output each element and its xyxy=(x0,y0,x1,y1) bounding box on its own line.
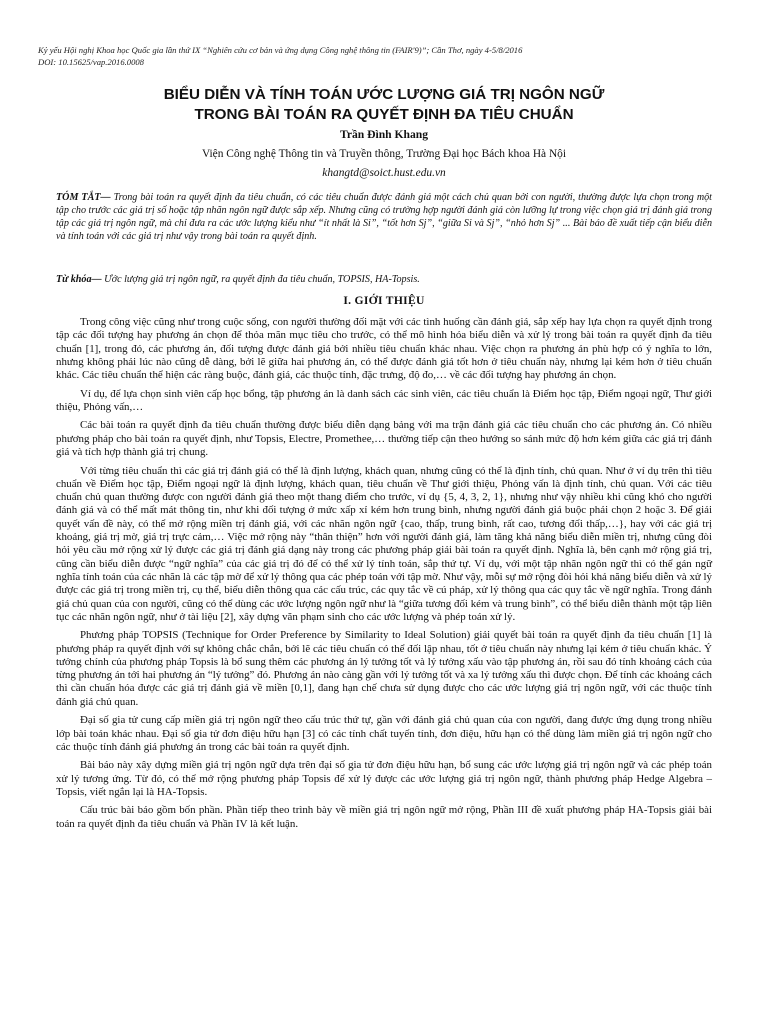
doi-line: DOI: 10.15625/vap.2016.0008 xyxy=(38,57,144,67)
paragraph: Với từng tiêu chuẩn thì các giá trị đánh giá có thể là định lượng, khách quan, nhưng cũng có thể là định tính, chủ quan. Như ở ví dụ trên thì tiêu chuẩn về Điểm học tập, Điểm ngoại ngữ là định lượng, khách quan, tiêu chuẩn về Thư giới thiệu, Phỏng vấn là định tính, chủ quan. Với các tiêu chuẩn chủ quan thường được con người đánh giá theo một thang điểm cho trước, ví dụ {5, 4, 3, 2, 1}, nhưng như vậy nhiều khi cũng khó cho người đánh giá và có thể mất mát thông tin, như khi đối tượng ở mức xấp xỉ kém hơn trung bình, nhưng người đánh giá buộc phải chọn 2 hoặc 3. Để giải quyết vấn đề này, có thể mở rộng miền trị đánh giá, với các nhãn ngôn ngữ {cao, thấp, trung bình, rất cao, tương đối thấp,…}, hay với các giá trị khoảng, giá trị mờ, giá trị trực cảm,… Việc mở rộng này “thân thiện” hơn với người đánh giá, làm tăng khả năng biểu diễn miền trị, nhưng cũng đòi hỏi yêu cầu mở rộng xử lý được các giá trị đánh giá dạng này trong các phương pháp giải bài toán ra quyết định. Nghĩa là, bên cạnh mở rộng giá trị, cũng cần biểu diễn được “ngữ nghĩa” của các giá trị đó để có thể xử lý tính toán, sắp thứ tự. Ví dụ, với một tập nhãn ngôn ngữ thì có thể gán ngữ nghĩa tính toán của các nhãn là các tập mờ để xử lý thông qua các phép toán với tập mờ. Như vậy, mỗi sự mở rộng đòi hỏi khả năng biểu diễn và xử lý được các giá trị trong miền trị, cụ thể, biểu diễn thông qua các cấu trúc, các quy tắc về cú pháp, xử lý thông qua các quy tắc về ngữ nghĩa. Trong đánh giá chủ quan của con người, cũng có thể dùng các ước lượng ngôn ngữ như là “giữa tương đối kém và trung bình”, có thể biểu diễn thành một tập liên tục các nhãn ngôn ngữ, như ở tài liệu [2], xây dựng văn phạm sinh cho các ước lượng và phép toán xử lý. xyxy=(56,464,712,623)
author-name: Trần Đình Khang xyxy=(339,128,429,141)
keywords xyxy=(56,273,712,286)
keywords-text: Ước lượng giá trị ngôn ngữ, ra quyết định đa tiêu chuẩn, TOPSIS, HA-Topsis. xyxy=(101,274,420,285)
paper-title xyxy=(60,85,708,125)
title-line-2: TRONG BÀI TOÁN RA QUYẾT ĐỊNH ĐA TIÊU CHUẨN xyxy=(194,106,574,123)
section-body xyxy=(56,316,712,836)
proceedings-header xyxy=(38,44,738,68)
paragraph: Trong công việc cũng như trong cuộc sống, con người thường đối mặt với các tình huống cần đánh giá, sắp xếp hay lựa chọn ra quyết định trong tập các đối tượng hay phương án chọn để thỏa mãn mục tiêu cho trước, có thể mô hình hóa biểu diễn và xử lý trong bài toán ra quyết định đa tiêu chuẩn [1], trong đó, các phương án, đối tượng được đánh giá bởi nhiều tiêu chuẩn khác nhau. Việc chọn ra phương án phù hợp có ý nghĩa to lớn, nhưng không phải lúc nào cũng dễ dàng, bởi lẽ giữa hai phương án, có thể được đánh giá tốt hơn ở tiêu chuẩn này, nhưng lại kém hơn ở tiêu chuẩn khác. Các tiêu chuẩn thể hiện các ràng buộc, đánh giá, các thuộc tính, đặc trưng, độ đo,… về các đối tượng hay phương án chọn. xyxy=(56,316,712,382)
paragraph: Đại số gia tử cung cấp miền giá trị ngôn ngữ theo cấu trúc thứ tự, gần với đánh giá chủ quan của con người, đang được ứng dụng trong nhiều lớp bài toán khác nhau. Đại số gia tử đơn điệu hữu hạn [3] có các tính chất tuyến tính, đơn điệu, hữu hạn có thể dùng làm miền giá trị ngôn ngữ cho các thuộc tính đánh giá phương án trong các bài toán ra quyết định. xyxy=(56,714,712,753)
abstract-text: Trong bài toán ra quyết định đa tiêu chuẩn, có các tiêu chuẩn được đánh giá một cách chủ quan bởi con người, thường được lựa chọn trong một tập cho trước các giá trị số hoặc tập nhãn ngôn ngữ được sắp xếp. Nhưng cũng có trường hợp người đánh giá còn lưỡng lự trong việc chọn giá trị đánh giá trong tập các giá trị ngôn ngữ, mà chỉ đưa ra các ước lượng kiểu như “ít nhất là Si”, “tốt hơn Sj”, “giữa Si và Sj”, “nhỏ hơn Sj” ... Bài báo đề xuất tiếp cận biểu diễn và tính toán với các giá trị như vậy trong bài toán ra quyết định. xyxy=(56,192,712,242)
paragraph: Bài báo này xây dựng miền giá trị ngôn ngữ dựa trên đại số gia tử đơn điệu hữu hạn, bổ sung các ước lượng giá trị ngôn ngữ và các phép toán xử lý tương ứng. Từ đó, có thể mở rộng phương pháp Topsis để xử lý được các ước lượng giá trị ngôn ngữ, thành phương pháp Hedge Algebra – Topsis, viết ngắn lại là HA-Topsis. xyxy=(56,759,712,798)
title-line-1: BIỂU DIỄN VÀ TÍNH TOÁN ƯỚC LƯỢNG GIÁ TRỊ NGÔN NGỮ xyxy=(163,86,605,103)
author-affiliation: Viện Công nghệ Thông tin và Truyền thông, Trường Đại học Bách khoa Hà Nội xyxy=(201,148,567,160)
paragraph: Phương pháp TOPSIS (Technique for Order Preference by Similarity to Ideal Solution) giải quyết bài toán ra quyết định đa tiêu chuẩn [1] là phương pháp ra quyết định với sự không chắc chắn, bởi lẽ các tiêu chuẩn có thể đối lập nhau, tốt ở tiêu chuẩn này nhưng lại kém ở tiêu chuẩn khác. Ý tưởng chính của phương pháp Topsis là bổ sung thêm các phương án lý tưởng tốt và lý tưởng xấu vào tập phương án, rồi sau đó tính khoảng cách của từng phương án tới hai phương án “lý tưởng” đó. Phương án nào càng gần với lý tưởng tốt và xa lý tưởng xấu thì được chọn. Để tính các khoảng cách thì cần chuẩn hóa được các giá trị đánh giá về miền [0,1], đang hạn chế chưa sử dụng được cho các ước lượng giá trị ngôn ngữ, với các thuộc tính đánh giá chủ quan. xyxy=(56,629,712,708)
proceedings-citation: Kỷ yếu Hội nghị Khoa học Quốc gia lần thứ IX “Nghiên cứu cơ bản và ứng dụng Công nghệ thông tin (FAIR'9)”; Cần Thơ, ngày 4-5/8/2016 xyxy=(38,45,523,55)
abstract-label: TÓM TẮT— xyxy=(56,192,111,203)
author-email: khangtd@soict.hust.edu.vn xyxy=(322,167,446,179)
keywords-label: Từ khóa— xyxy=(56,274,102,285)
abstract xyxy=(56,191,712,243)
paragraph: Cấu trúc bài báo gồm bốn phần. Phần tiếp theo trình bày về miền giá trị ngôn ngữ mở rộng, Phần III đề xuất phương pháp HA-Topsis giải bài toán ra quyết định đa tiêu chuẩn và Phần IV là kết luận. xyxy=(56,804,712,830)
section-heading: I. GIỚI THIỆU xyxy=(343,294,425,307)
paragraph: Các bài toán ra quyết định đa tiêu chuẩn thường được biểu diễn dạng bảng với ma trận đánh giá các tiêu chuẩn cho các phương án. Có nhiều phương pháp cho bài toán ra quyết định, như Topsis, Electre, Promethee,… thường tiếp cận theo hướng so sánh mức độ hơn kém giữa các giá trị đánh giá và tích hợp thành giá trị chung. xyxy=(56,419,712,459)
paragraph: Ví dụ, để lựa chọn sinh viên cấp học bổng, tập phương án là danh sách các sinh viên, các tiêu chuẩn là Điểm học tập, Điểm ngoại ngữ, Thư giới thiệu, Phỏng vấn,… xyxy=(56,387,712,413)
